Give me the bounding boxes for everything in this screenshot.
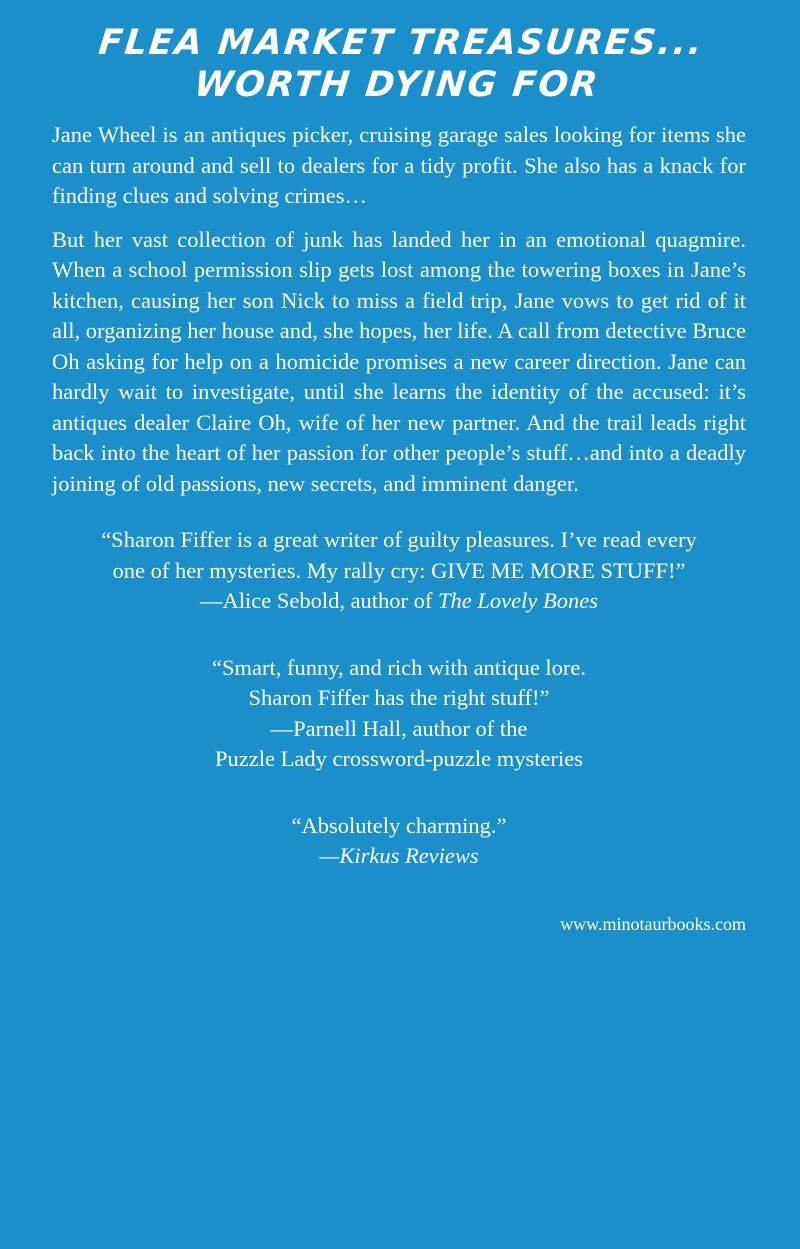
blurb-1-attribution-prefix: —Alice Sebold, author of — [199, 588, 439, 613]
blurb-1-attribution — [52, 586, 746, 617]
blurb-kirkus — [52, 811, 746, 872]
headline-line-1: FLEA MARKET TREASURES... — [96, 23, 706, 63]
blurb-2-line-2: Sharon Fiffer has the right stuff!” — [248, 685, 550, 710]
blurb-2-line-3: —Parnell Hall, author of the — [270, 715, 528, 741]
blurb-3-line-1: “Absolutely charming.” — [291, 812, 507, 838]
blurb-2-line-1: “Smart, funny, and rich with antique lore. — [211, 654, 587, 680]
blurb-2-line-4: Puzzle Lady crossword-puzzle mysteries — [215, 746, 583, 771]
headline-line-2: WORTH DYING FOR — [192, 65, 602, 105]
description-paragraph-1: Jane Wheel is an antiques picker, cruising garage sales looking for items she can turn around and sell to dealers for a tidy profit. She also has a knack for finding clues and solving crimes… — [52, 122, 746, 208]
headline — [48, 22, 751, 106]
publisher-website[interactable]: www.minotaurbooks.com — [560, 913, 746, 934]
blurb-3-source: —Kirkus Reviews — [319, 843, 479, 868]
description-paragraph-2: But her vast collection of junk has landed her in an emotional quagmire. When a school permission slip gets lost among the towering boxes in Jane’s kitchen, causing her son Nick to miss a field trip, Jane vows to get rid of it all, organizing her house and, she hopes, her life. A call from detective Bruce Oh asking for help on a homicide promises a new career direction. Jane can hardly wait to investigate, until she learns the identity of the accused: it’s antiques dealer Claire Oh, wife of her new partner. And the trail leads right back into the heart of her passion for other people’s stuff…and into a deadly joining of old passions, new secrets, and imminent danger. — [52, 226, 746, 496]
blurb-alice-sebold — [52, 525, 746, 617]
blurb-1-line-2: one of her mysteries. My rally cry: GIVE ME MORE STUFF!” — [112, 557, 686, 583]
blurb-parnell-hall — [52, 653, 746, 775]
blurb-3-attribution — [52, 841, 746, 872]
blurb-1-book-title: The Lovely Bones — [438, 588, 599, 613]
blurb-1-line-1: “Sharon Fiffer is a great writer of guilty pleasures. I’ve read every — [101, 527, 697, 552]
